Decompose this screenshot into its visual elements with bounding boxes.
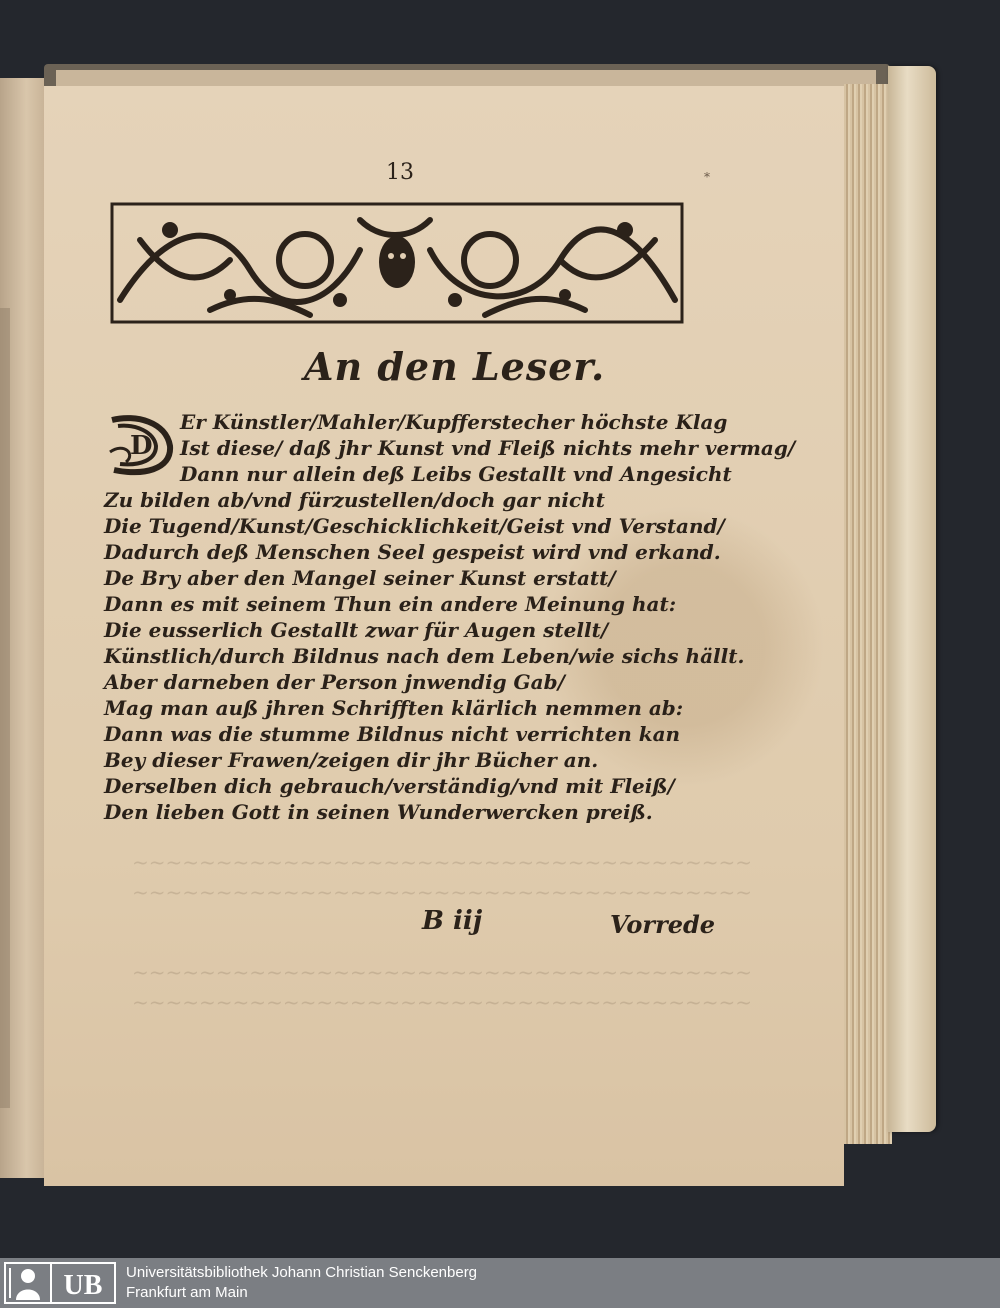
verse-line: Dann nur allein deß Leibs Gestallt vnd Angesicht	[180, 462, 732, 486]
page-number: 13	[386, 160, 414, 185]
library-logo	[4, 1262, 116, 1304]
ornamental-headpiece	[110, 200, 684, 328]
svg-text:D: D	[130, 431, 153, 461]
svg-text:UB: UB	[63, 1270, 103, 1301]
verse-line: Dann was die stumme Bildnus nicht verrichten kan	[104, 722, 681, 746]
verse-line: Aber darneben der Person jnwendig Gab/	[104, 670, 565, 694]
signature-mark: B iij	[422, 906, 483, 936]
verse-line: Mag man auß jhren Schrifften klärlich nemmen ab:	[104, 696, 684, 720]
verse-line: Zu bilden ab/vnd fürzustellen/doch gar nicht	[104, 488, 605, 512]
page-heading: An den Leser.	[304, 344, 606, 389]
institution-city: Frankfurt am Main	[126, 1284, 248, 1301]
verse-line: Die Tugend/Kunst/Geschicklichkeit/Geist vnd Verstand/	[104, 514, 725, 538]
verse-line: Dann es mit seinem Thun ein andere Meinung hat:	[104, 592, 677, 616]
left-page-edge	[0, 78, 44, 1178]
verse-line: Ist diese/ daß jhr Kunst vnd Fleiß nichts mehr vermag/	[180, 436, 796, 460]
verse-line: Dadurch deß Menschen Seel gespeist wird vnd erkand.	[104, 540, 721, 564]
show-through-text: ~~~~~~~~~~~~~~~~~~~~~~~~~~~~~~~~~~~~~	[132, 990, 753, 1014]
verse-line: Künstlich/durch Bildnus nach dem Leben/wie sichs hällt.	[104, 644, 745, 668]
verse-line: Bey dieser Frawen/zeigen dir jhr Bücher an.	[104, 748, 599, 772]
margin-mark: *	[704, 170, 710, 184]
verse-line: Den lieben Gott in seinen Wunderwercken preiß.	[104, 800, 653, 824]
drop-cap-initial	[106, 412, 176, 478]
catchword: Vorrede	[610, 910, 716, 939]
verse-line: Derselben dich gebrauch/verständig/vnd mit Fleiß/	[104, 774, 675, 798]
show-through-text: ~~~~~~~~~~~~~~~~~~~~~~~~~~~~~~~~~~~~~	[132, 850, 753, 874]
book-cover	[888, 66, 936, 1132]
verse-line: Die eusserlich Gestallt zwar für Augen stellt/	[104, 618, 609, 642]
page-edges	[844, 84, 892, 1144]
verse-line: Er Künstler/Mahler/Kupfferstecher höchste Klag	[180, 410, 728, 434]
show-through-text: ~~~~~~~~~~~~~~~~~~~~~~~~~~~~~~~~~~~~~	[132, 880, 753, 904]
show-through-text: ~~~~~~~~~~~~~~~~~~~~~~~~~~~~~~~~~~~~~	[132, 960, 753, 984]
verse-line: De Bry aber den Mangel seiner Kunst erstatt/	[104, 566, 616, 590]
institution-name: Universitätsbibliothek Johann Christian Senckenberg	[126, 1264, 478, 1281]
